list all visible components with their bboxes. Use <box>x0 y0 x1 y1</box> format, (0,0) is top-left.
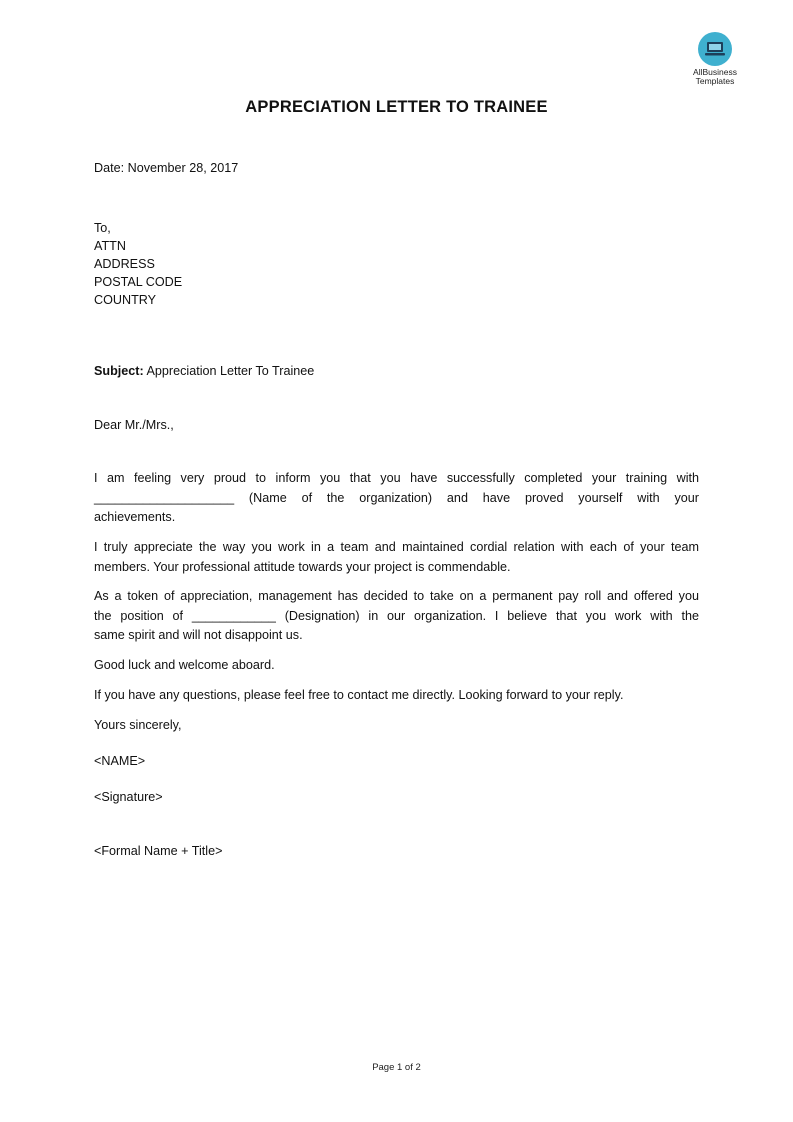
closing-name: <NAME> <box>94 754 146 768</box>
paragraph-4: Good luck and welcome aboard. <box>94 658 275 672</box>
address-postal: POSTAL CODE <box>94 275 183 289</box>
paragraph-1-line-1: I am feeling very proud to inform you that you have successfully completed your training with <box>94 471 699 485</box>
logo-text <box>684 68 746 86</box>
greeting: Dear Mr./Mrs., <box>94 418 174 432</box>
address-line: ADDRESS <box>94 257 155 271</box>
closing-sincerely: Yours sincerely, <box>94 718 182 732</box>
logo-line-1: AllBusiness <box>693 67 737 77</box>
paragraph-1 <box>94 469 699 528</box>
address-to: To, <box>94 221 111 235</box>
laptop-icon <box>698 32 732 66</box>
letter-date: Date: November 28, 2017 <box>94 161 239 175</box>
letter-title: APPRECIATION LETTER TO TRAINEE <box>245 98 548 116</box>
allbusiness-logo <box>684 32 746 86</box>
paragraph-3-line-1: As a token of appreciation, management has decided to take on a permanent pay roll and offered you <box>94 589 699 603</box>
paragraph-3-line-3: same spirit and will not disappoint us. <box>94 628 303 642</box>
closing-formal-name: <Formal Name + Title> <box>94 844 223 858</box>
subject-value: Appreciation Letter To Trainee <box>143 364 315 378</box>
paragraph-1-line-2: ____________________ (Name of the organization) and have proved yourself with your <box>94 490 699 505</box>
page-number: Page 1 of 2 <box>372 1062 421 1073</box>
closing-signature: <Signature> <box>94 790 163 804</box>
paragraph-3 <box>94 587 699 646</box>
subject-label: Subject: <box>94 364 144 378</box>
address-attn: ATTN <box>94 239 126 253</box>
paragraph-2 <box>94 538 699 577</box>
paragraph-2-line-2: members. Your professional attitude towards your project is commendable. <box>94 559 511 574</box>
logo-line-2: Templates <box>695 76 735 86</box>
paragraph-2-line-1: I truly appreciate the way you work in a team and maintained cordial relation with each of your team <box>94 540 699 554</box>
paragraph-1-line-3: achievements. <box>94 510 176 524</box>
paragraph-3-line-2: the position of ____________ (Designation) in our organization. I believe that you work with the <box>94 608 699 623</box>
paragraph-5: If you have any questions, please feel free to contact me directly. Looking forward to your reply. <box>94 688 624 702</box>
address-country: COUNTRY <box>94 293 157 307</box>
subject-line <box>94 362 314 380</box>
